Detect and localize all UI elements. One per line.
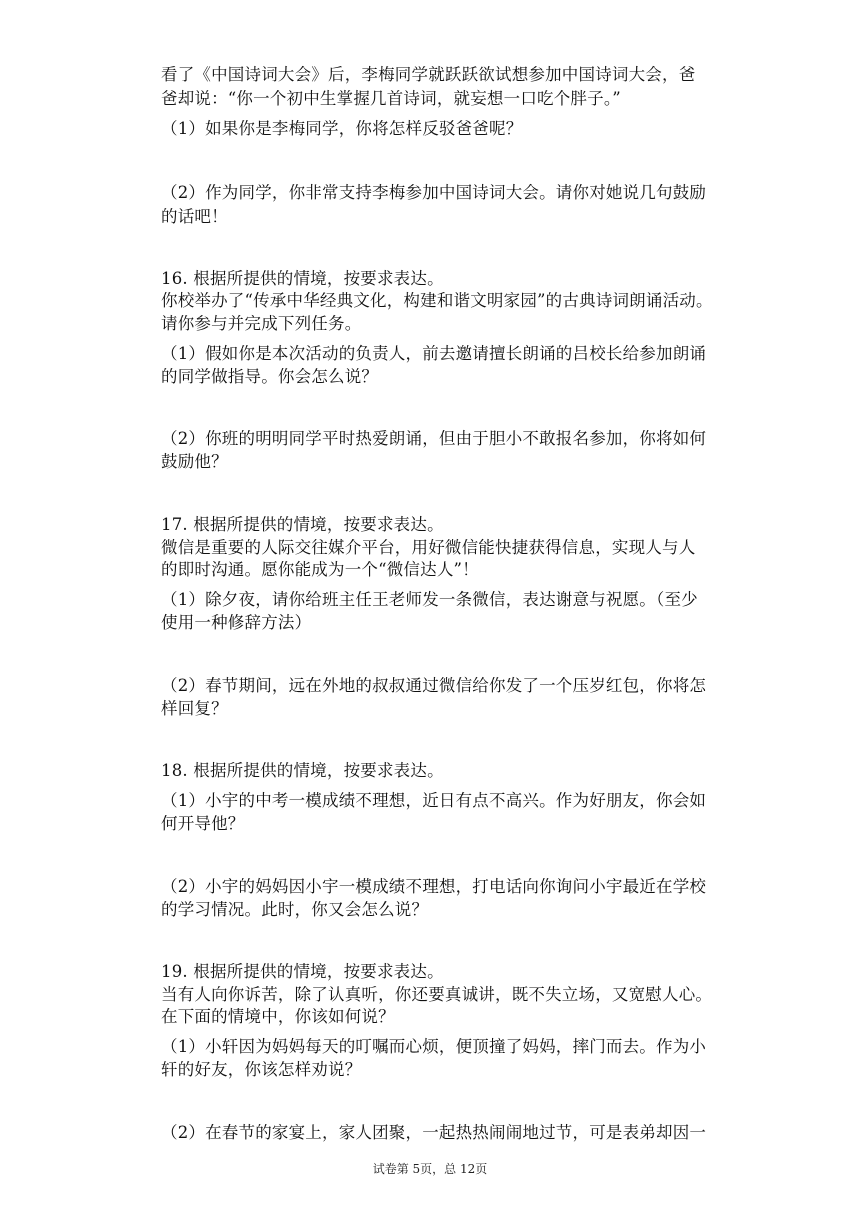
q19-sub-2-line-1: （2）在春节的家宴上，家人团聚，一起热热闹闹地过节，可是表弟却因一	[161, 1123, 707, 1142]
page-footer	[0, 1160, 860, 1177]
q19-sub-1-line-2: 轩的好友，你该怎样劝说？	[161, 1060, 362, 1079]
q17-sub-2-line-2: 样回复？	[161, 699, 228, 718]
q16-sub-1-line-2: 的同学做指导。你会怎么说？	[161, 367, 379, 386]
q17-sub-1-line-2: 使用一种修辞方法）	[161, 613, 312, 632]
q18-sub-2-line-2: 的学习情况。此时，你又会怎么说？	[161, 900, 429, 919]
q17-title: 17. 根据所提供的情境，按要求表达。	[161, 515, 444, 534]
q16-sub-2-line-1: （2）你班的明明同学平时热爱朗诵，但由于胆小不敢报名参加，你将如何	[161, 429, 707, 448]
q17-context-line-2: 的即时沟通。愿你能成为一个“微信达人”！	[161, 560, 479, 579]
q19-context-line-2: 在下面的情境中，你该如何说？	[161, 1007, 395, 1026]
q16-sub-2-line-2: 鼓励他？	[161, 452, 228, 471]
intro-line-2: 爸却说：“你一个初中生掌握几首诗词，就妄想一口吃个胖子。”	[161, 89, 621, 108]
intro-question-2-line-2: 的话吧！	[161, 207, 228, 226]
intro-question-1: （1）如果你是李梅同学，你将怎样反驳爸爸呢？	[161, 119, 523, 138]
q17-sub-1-line-1: （1）除夕夜，请你给班主任王老师发一条微信，表达谢意与祝愿。（至少	[161, 590, 698, 609]
q17-sub-2-line-1: （2）春节期间，远在外地的叔叔通过微信给你发了一个压岁红包，你将怎	[161, 676, 707, 695]
intro-question-2-line-1: （2）作为同学，你非常支持李梅参加中国诗词大会。请你对她说几句鼓励	[161, 183, 707, 202]
q19-title: 19. 根据所提供的情境，按要求表达。	[161, 962, 444, 981]
intro-line-1: 看了《中国诗词大会》后，李梅同学就跃跃欲试想参加中国诗词大会，爸	[161, 65, 696, 84]
q18-title: 18. 根据所提供的情境，按要求表达。	[161, 761, 444, 780]
q16-context-line-2: 请你参与并完成下列任务。	[161, 314, 362, 333]
q19-sub-1-line-1: （1）小轩因为妈妈每天的叮嘱而心烦，便顶撞了妈妈，摔门而去。作为小	[161, 1037, 707, 1056]
q18-sub-1-line-2: 何开导他？	[161, 814, 245, 833]
q16-title: 16. 根据所提供的情境，按要求表达。	[161, 269, 444, 288]
q19-context-line-1: 当有人向你诉苦，除了认真听，你还要真诚讲，既不失立场，又宽慰人心。	[161, 985, 713, 1004]
q17-context-line-1: 微信是重要的人际交往媒介平台，用好微信能快捷获得信息，实现人与人	[161, 538, 696, 557]
page-number-text: 试卷第 5页，总 12页	[372, 1162, 488, 1176]
q18-sub-1-line-1: （1）小宇的中考一模成绩不理想，近日有点不高兴。作为好朋友，你会如	[161, 791, 707, 810]
q16-context-line-1: 你校举办了“传承中华经典文化，构建和谐文明家园”的古典诗词朗诵活动。	[161, 291, 713, 310]
q16-sub-1-line-1: （1）假如你是本次活动的负责人，前去邀请擅长朗诵的吕校长给参加朗诵	[161, 344, 707, 363]
q18-sub-2-line-1: （2）小宇的妈妈因小宇一模成绩不理想，打电话向你询问小宇最近在学校	[161, 877, 707, 896]
